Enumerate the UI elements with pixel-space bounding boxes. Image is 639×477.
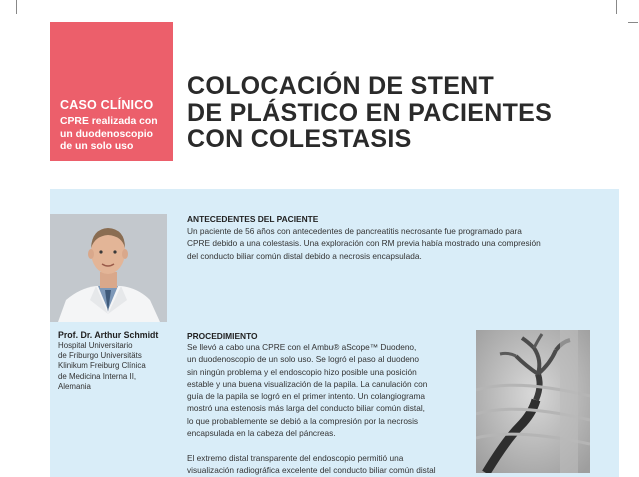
author-affiliation: Hospital Universitario de Friburgo Universitäts Klinikum Freiburg Clínica de Medicina Interna II, Alemania — [58, 341, 146, 391]
author-photo — [50, 214, 167, 322]
case-tag-title: CASO CLÍNICO — [60, 98, 154, 112]
crop-mark — [16, 0, 17, 14]
case-tag — [50, 22, 173, 161]
antecedentes-body: Un paciente de 56 años con antecedentes de pancreatitis necrosante fue programado para CPRE debido a una colestasis. Una exploración con RM previa había mostrado una compresión del conducto biliar común distal debido a necrosis encapsulada. — [187, 226, 541, 261]
author-name: Prof. Dr. Arthur Schmidt — [58, 330, 159, 340]
crop-mark — [616, 0, 617, 14]
cholangiogram-image — [476, 330, 590, 473]
procedimiento-body: Se llevó a cabo una CPRE con el Ambu® aScope™ Duodeno, un duodenoscopio de un solo uso. Se logró el paso al duodeno sin ningún problema y el endoscopio hizo posible una posición estable y una buena visualización de la papila. La canulación con guía de la papila se logró en el primer intento. Un colangiograma mostró una estenosis más larga del conducto biliar común distal, lo que probablemente se debió a la compresión por la necrosis encapsulada en la cabeza del páncreas. El extremo distal transparente del endoscopio permitió una visualización radiográfica excelente del conducto biliar común distal — [187, 342, 436, 475]
procedimiento-heading: PROCEDIMIENTO — [187, 331, 258, 341]
crop-mark — [628, 22, 638, 23]
page-title: COLOCACIÓN DE STENT DE PLÁSTICO EN PACIENTES CON COLESTASIS — [187, 72, 553, 153]
antecedentes-heading: ANTECEDENTES DEL PACIENTE — [187, 214, 319, 224]
case-tag-subtitle: CPRE realizada con un duodenoscopio de un solo uso — [60, 116, 158, 152]
